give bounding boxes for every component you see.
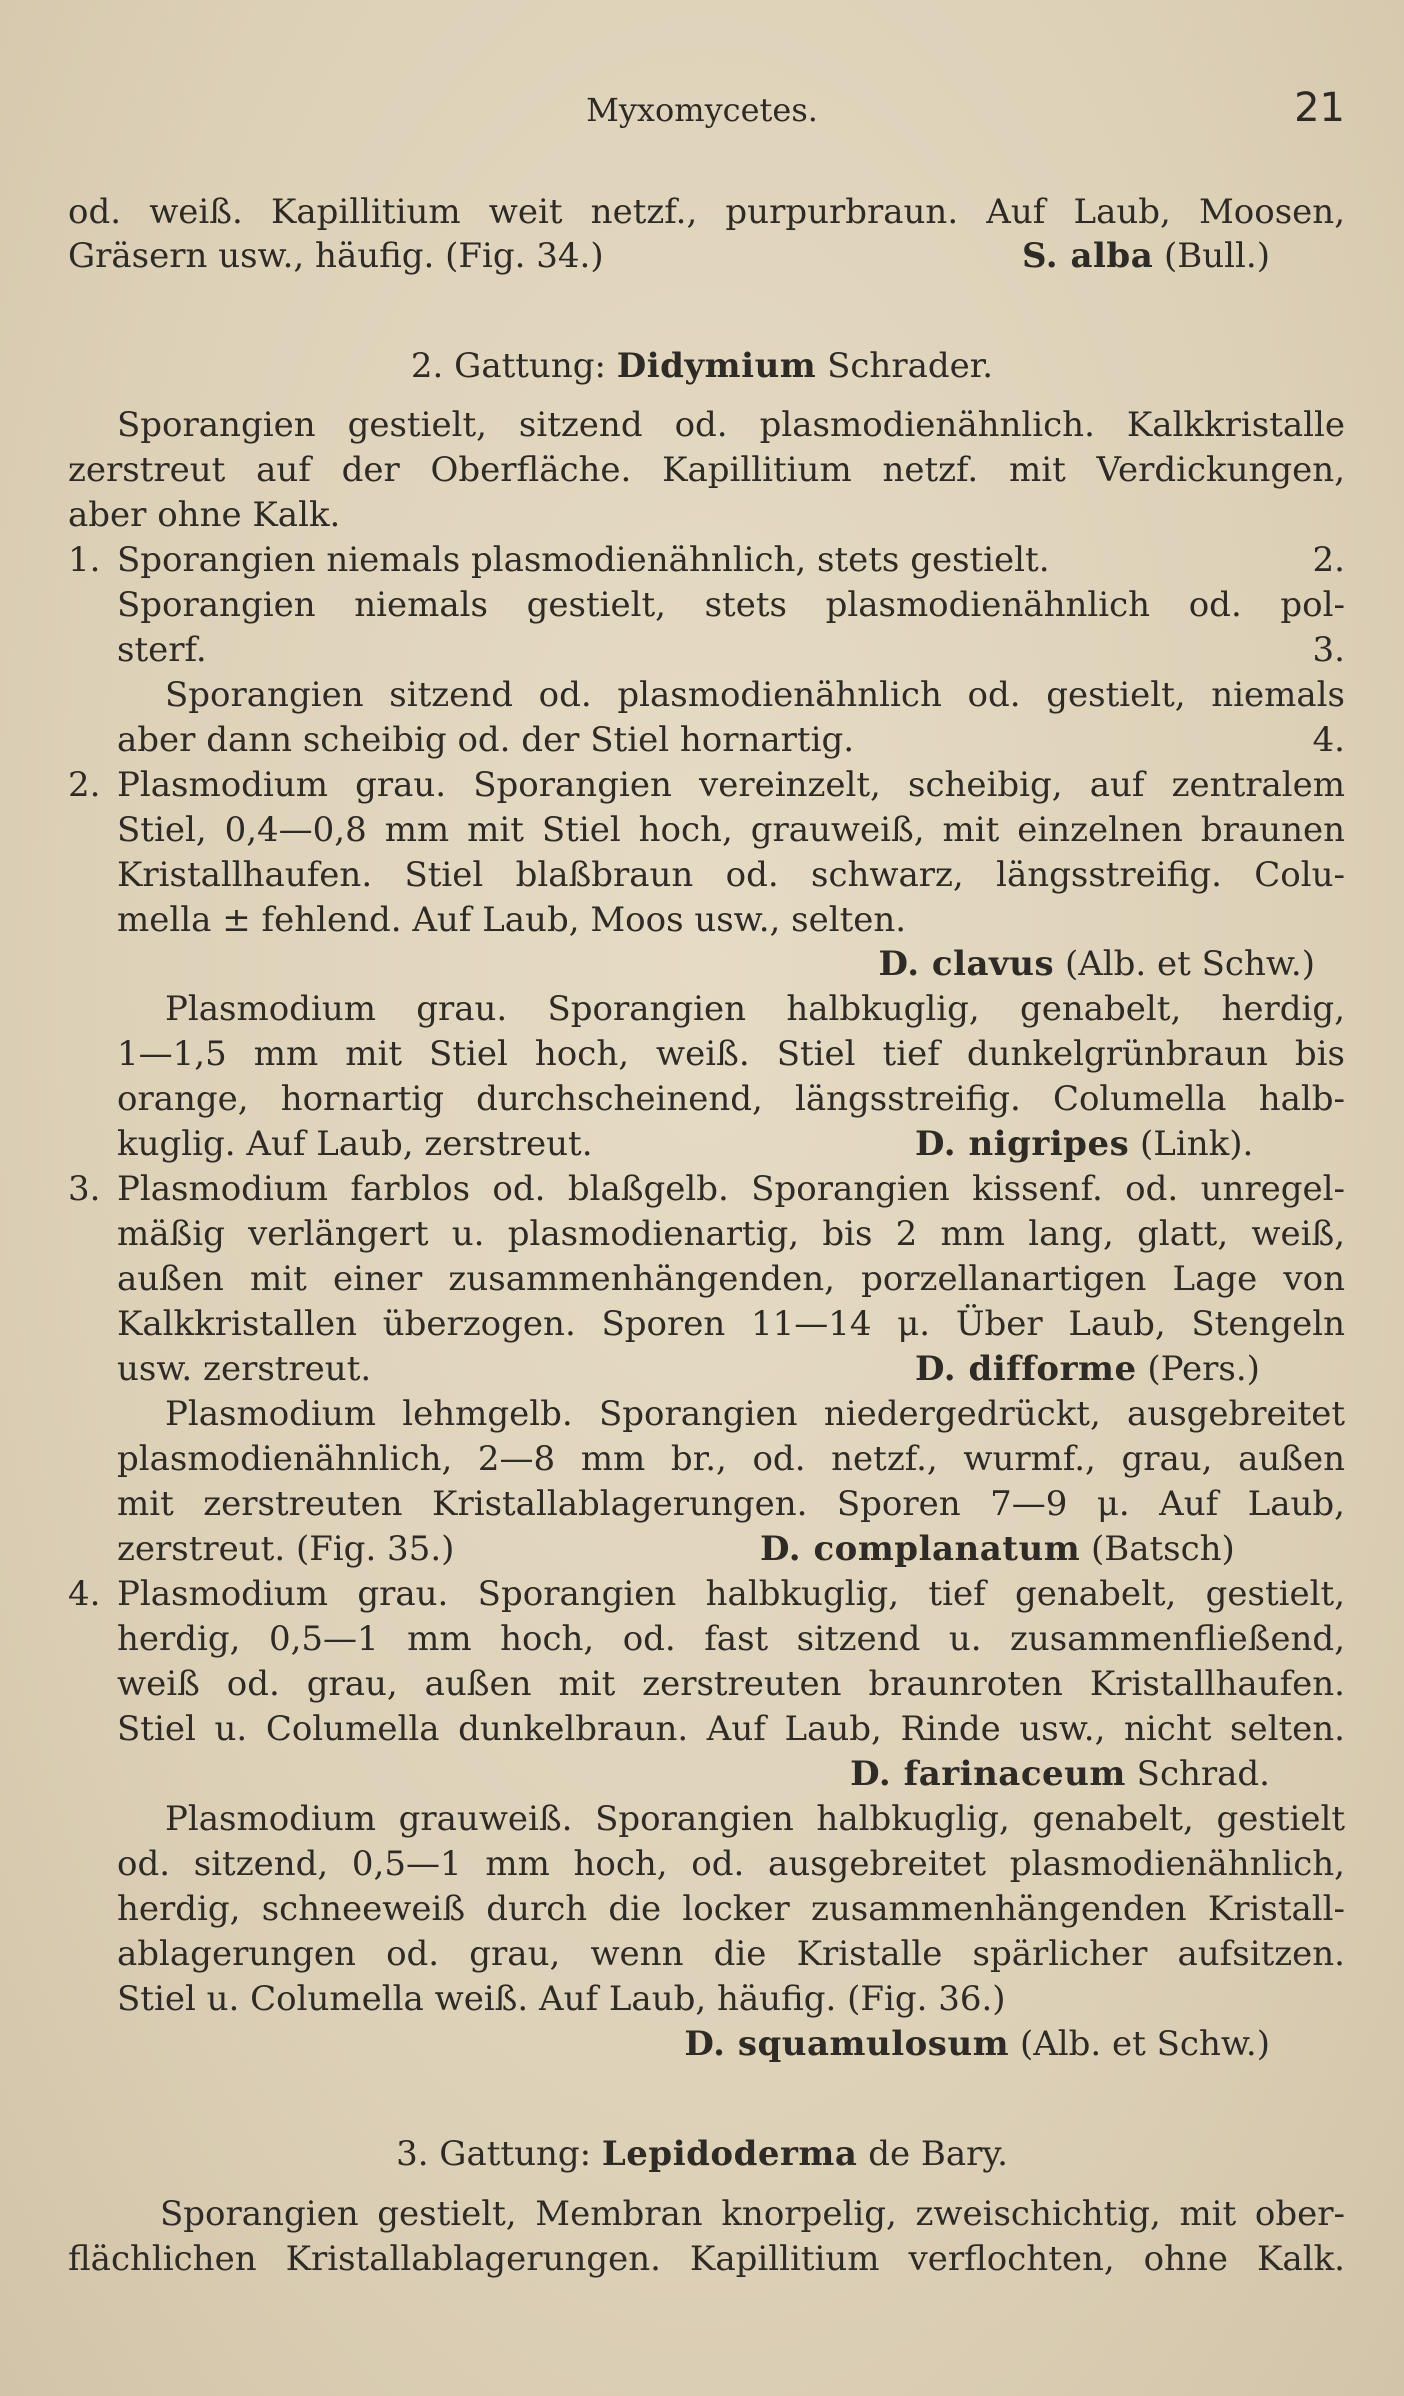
text-line: Sporangien niemals gestielt, stets plasmodienähnlich od. pol- xyxy=(117,585,1345,625)
text-line: weiß od. grau, außen mit zerstreuten braunroten Kristallhaufen. xyxy=(117,1664,1345,1704)
text-line: aber dann scheibig od. der Stiel hornartig. xyxy=(117,720,855,760)
text-line: Stiel u. Columella dunkelbraun. Auf Laub, Rinde usw., nicht selten. xyxy=(117,1709,1345,1749)
genus-heading: 2. Gattung: Didymium Schrader. xyxy=(410,346,994,386)
text-line: Plasmodium farblos od. blaßgelb. Sporangien kissenf. od. unregel- xyxy=(117,1169,1345,1209)
key-number: 2. xyxy=(68,765,101,805)
text-line: zerstreut auf der Oberfläche. Kapillitium netzf. mit Verdickungen, xyxy=(68,450,1345,490)
species-name: D. complanatum (Batsch) xyxy=(760,1529,1235,1569)
text-line: orange, hornartig durchscheinend, längsstreifig. Columella halb- xyxy=(117,1079,1345,1119)
text-line: plasmodienähnlich, 2—8 mm br., od. netzf., wurmf., grau, außen xyxy=(117,1439,1345,1479)
text-line: Sporangien gestielt, sitzend od. plasmodienähnlich. Kalkkristalle xyxy=(117,405,1345,445)
text-line: od. sitzend, 0,5—1 mm hoch, od. ausgebreitet plasmodienähnlich, xyxy=(117,1844,1345,1884)
text-line: Plasmodium grau. Sporangien halbkuglig, tief genabelt, gestielt, xyxy=(117,1574,1345,1614)
species-name: D. nigripes (Link). xyxy=(915,1124,1254,1164)
text-line: außen mit einer zusammenhängenden, porzellanartigen Lage von xyxy=(117,1259,1345,1299)
species-name: D. farinaceum Schrad. xyxy=(850,1754,1270,1794)
text-line: sterf. xyxy=(117,630,207,670)
text-line: flächlichen Kristallablagerungen. Kapillitium verflochten, ohne Kalk. xyxy=(68,2239,1345,2279)
species-name: D. difforme (Pers.) xyxy=(915,1349,1260,1389)
species-name: D. squamulosum (Alb. et Schw.) xyxy=(684,2024,1270,2064)
text-line: od. weiß. Kapillitium weit netzf., purpurbraun. Auf Laub, Moosen, xyxy=(68,192,1345,232)
text-line: herdig, 0,5—1 mm hoch, od. fast sitzend u. zusammenfließend, xyxy=(117,1619,1345,1659)
text-line: mit zerstreuten Kristallablagerungen. Sporen 7—9 μ. Auf Laub, xyxy=(117,1484,1345,1524)
text-line: 1—1,5 mm mit Stiel hoch, weiß. Stiel tief dunkelgrünbraun bis xyxy=(117,1034,1345,1074)
text-line: usw. zerstreut. xyxy=(117,1349,372,1389)
running-title: Myxomycetes. xyxy=(586,91,818,129)
text-line: Plasmodium grau. Sporangien vereinzelt, scheibig, auf zentralem xyxy=(117,765,1345,805)
text-line: Sporangien niemals plasmodienähnlich, stets gestielt. xyxy=(117,540,1050,580)
species-name: D. clavus (Alb. et Schw.) xyxy=(878,944,1315,984)
text-line: Stiel, 0,4—0,8 mm mit Stiel hoch, grauweiß, mit einzelnen braunen xyxy=(117,810,1345,850)
text-line: mäßig verlängert u. plasmodienartig, bis 2 mm lang, glatt, weiß, xyxy=(117,1214,1345,1254)
text-line: Kalkkristallen überzogen. Sporen 11—14 μ. Über Laub, Stengeln xyxy=(117,1304,1345,1344)
text-line: Kristallhaufen. Stiel blaßbraun od. schwarz, längsstreifig. Colu- xyxy=(117,855,1345,895)
text-line: kuglig. Auf Laub, zerstreut. xyxy=(117,1124,593,1164)
text-line: herdig, schneeweiß durch die locker zusammenhängenden Kristall- xyxy=(117,1889,1345,1929)
text-line: Sporangien sitzend od. plasmodienähnlich od. gestielt, niemals xyxy=(165,675,1345,715)
text-line: ablagerungen od. grau, wenn die Kristalle spärlicher aufsitzen. xyxy=(117,1934,1345,1974)
text-line: zerstreut. (Fig. 35.) xyxy=(117,1529,455,1569)
key-reference: 2. xyxy=(1312,540,1345,580)
text-line: Stiel u. Columella weiß. Auf Laub, häufig. (Fig. 36.) xyxy=(117,1979,1006,2019)
text-line: Plasmodium grau. Sporangien halbkuglig, genabelt, herdig, xyxy=(165,989,1345,1029)
key-number: 1. xyxy=(68,540,101,580)
key-reference: 3. xyxy=(1312,630,1345,670)
key-number: 3. xyxy=(68,1169,101,1209)
genus-heading: 3. Gattung: Lepidoderma de Bary. xyxy=(396,2134,1008,2174)
text-line: aber ohne Kalk. xyxy=(68,495,341,535)
text-line: Sporangien gestielt, Membran knorpelig, zweischichtig, mit ober- xyxy=(160,2194,1345,2234)
text-line: Plasmodium grauweiß. Sporangien halbkuglig, genabelt, gestielt xyxy=(165,1799,1345,1839)
species-name: S. alba (Bull.) xyxy=(1021,236,1270,276)
key-number: 4. xyxy=(68,1574,101,1614)
page-number: 21 xyxy=(1294,85,1345,131)
text-line: Plasmodium lehmgelb. Sporangien niedergedrückt, ausgebreitet xyxy=(165,1394,1345,1434)
text-line: Gräsern usw., häufig. (Fig. 34.) xyxy=(68,236,604,276)
key-reference: 4. xyxy=(1312,720,1345,760)
text-line: mella ± fehlend. Auf Laub, Moos usw., selten. xyxy=(117,900,907,940)
